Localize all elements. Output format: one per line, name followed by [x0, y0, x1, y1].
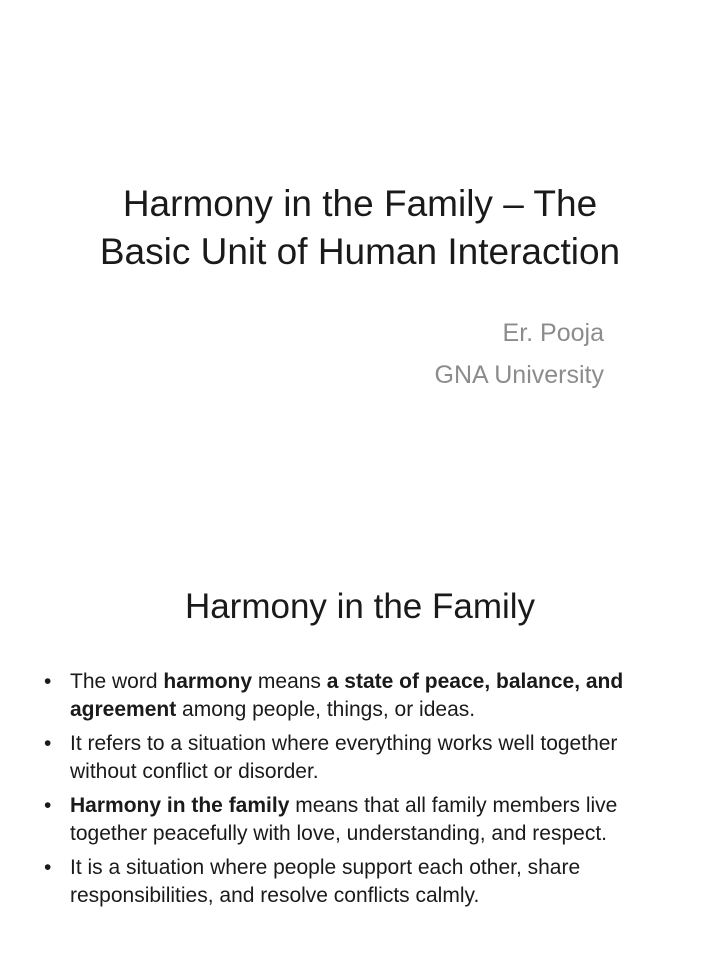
- bullet-item: [44, 730, 684, 786]
- bullet-list: [44, 668, 684, 916]
- slide-title-line-2: Basic Unit of Human Interaction: [99, 231, 621, 272]
- bullet-dot-icon: •: [44, 856, 52, 879]
- bullet-dot-icon: •: [44, 670, 52, 693]
- bullet-dot-icon: •: [44, 732, 52, 755]
- bullet-text: [70, 670, 623, 721]
- bullet-text: [70, 794, 617, 845]
- bullet-dot-icon: •: [44, 794, 52, 817]
- text-run: among people, things, or ideas.: [176, 698, 476, 721]
- slide-title: [40, 180, 680, 276]
- slide-heading: Harmony in the Family: [184, 587, 536, 626]
- text-run: means: [252, 670, 327, 693]
- bold-text-run: harmony: [163, 670, 253, 693]
- bold-text-run: a state of peace, balance, and agreement: [70, 670, 624, 721]
- author-name: Er. Pooja: [502, 319, 604, 347]
- slide-title-line-1: Harmony in the Family – The: [122, 183, 598, 224]
- bullet-item: [44, 792, 684, 848]
- bullet-text: [70, 856, 580, 907]
- text-run: means that all family members live together peacefully with love, understanding, and respect.: [70, 794, 618, 845]
- text-run: It is a situation where people support each other, share responsibilities, and resolve conflicts calmly.: [70, 856, 581, 907]
- bullet-text: [70, 732, 617, 783]
- bullet-item: [44, 668, 684, 724]
- text-run: It refers to a situation where everything works well together without conflict or disorder.: [70, 732, 618, 783]
- content-slide: [0, 530, 720, 960]
- bold-text-run: Harmony in the family: [70, 794, 290, 817]
- institution-name: GNA University: [434, 361, 604, 389]
- slide-subtitle: [435, 312, 604, 396]
- bullet-item: [44, 854, 684, 910]
- text-run: The word: [70, 670, 164, 693]
